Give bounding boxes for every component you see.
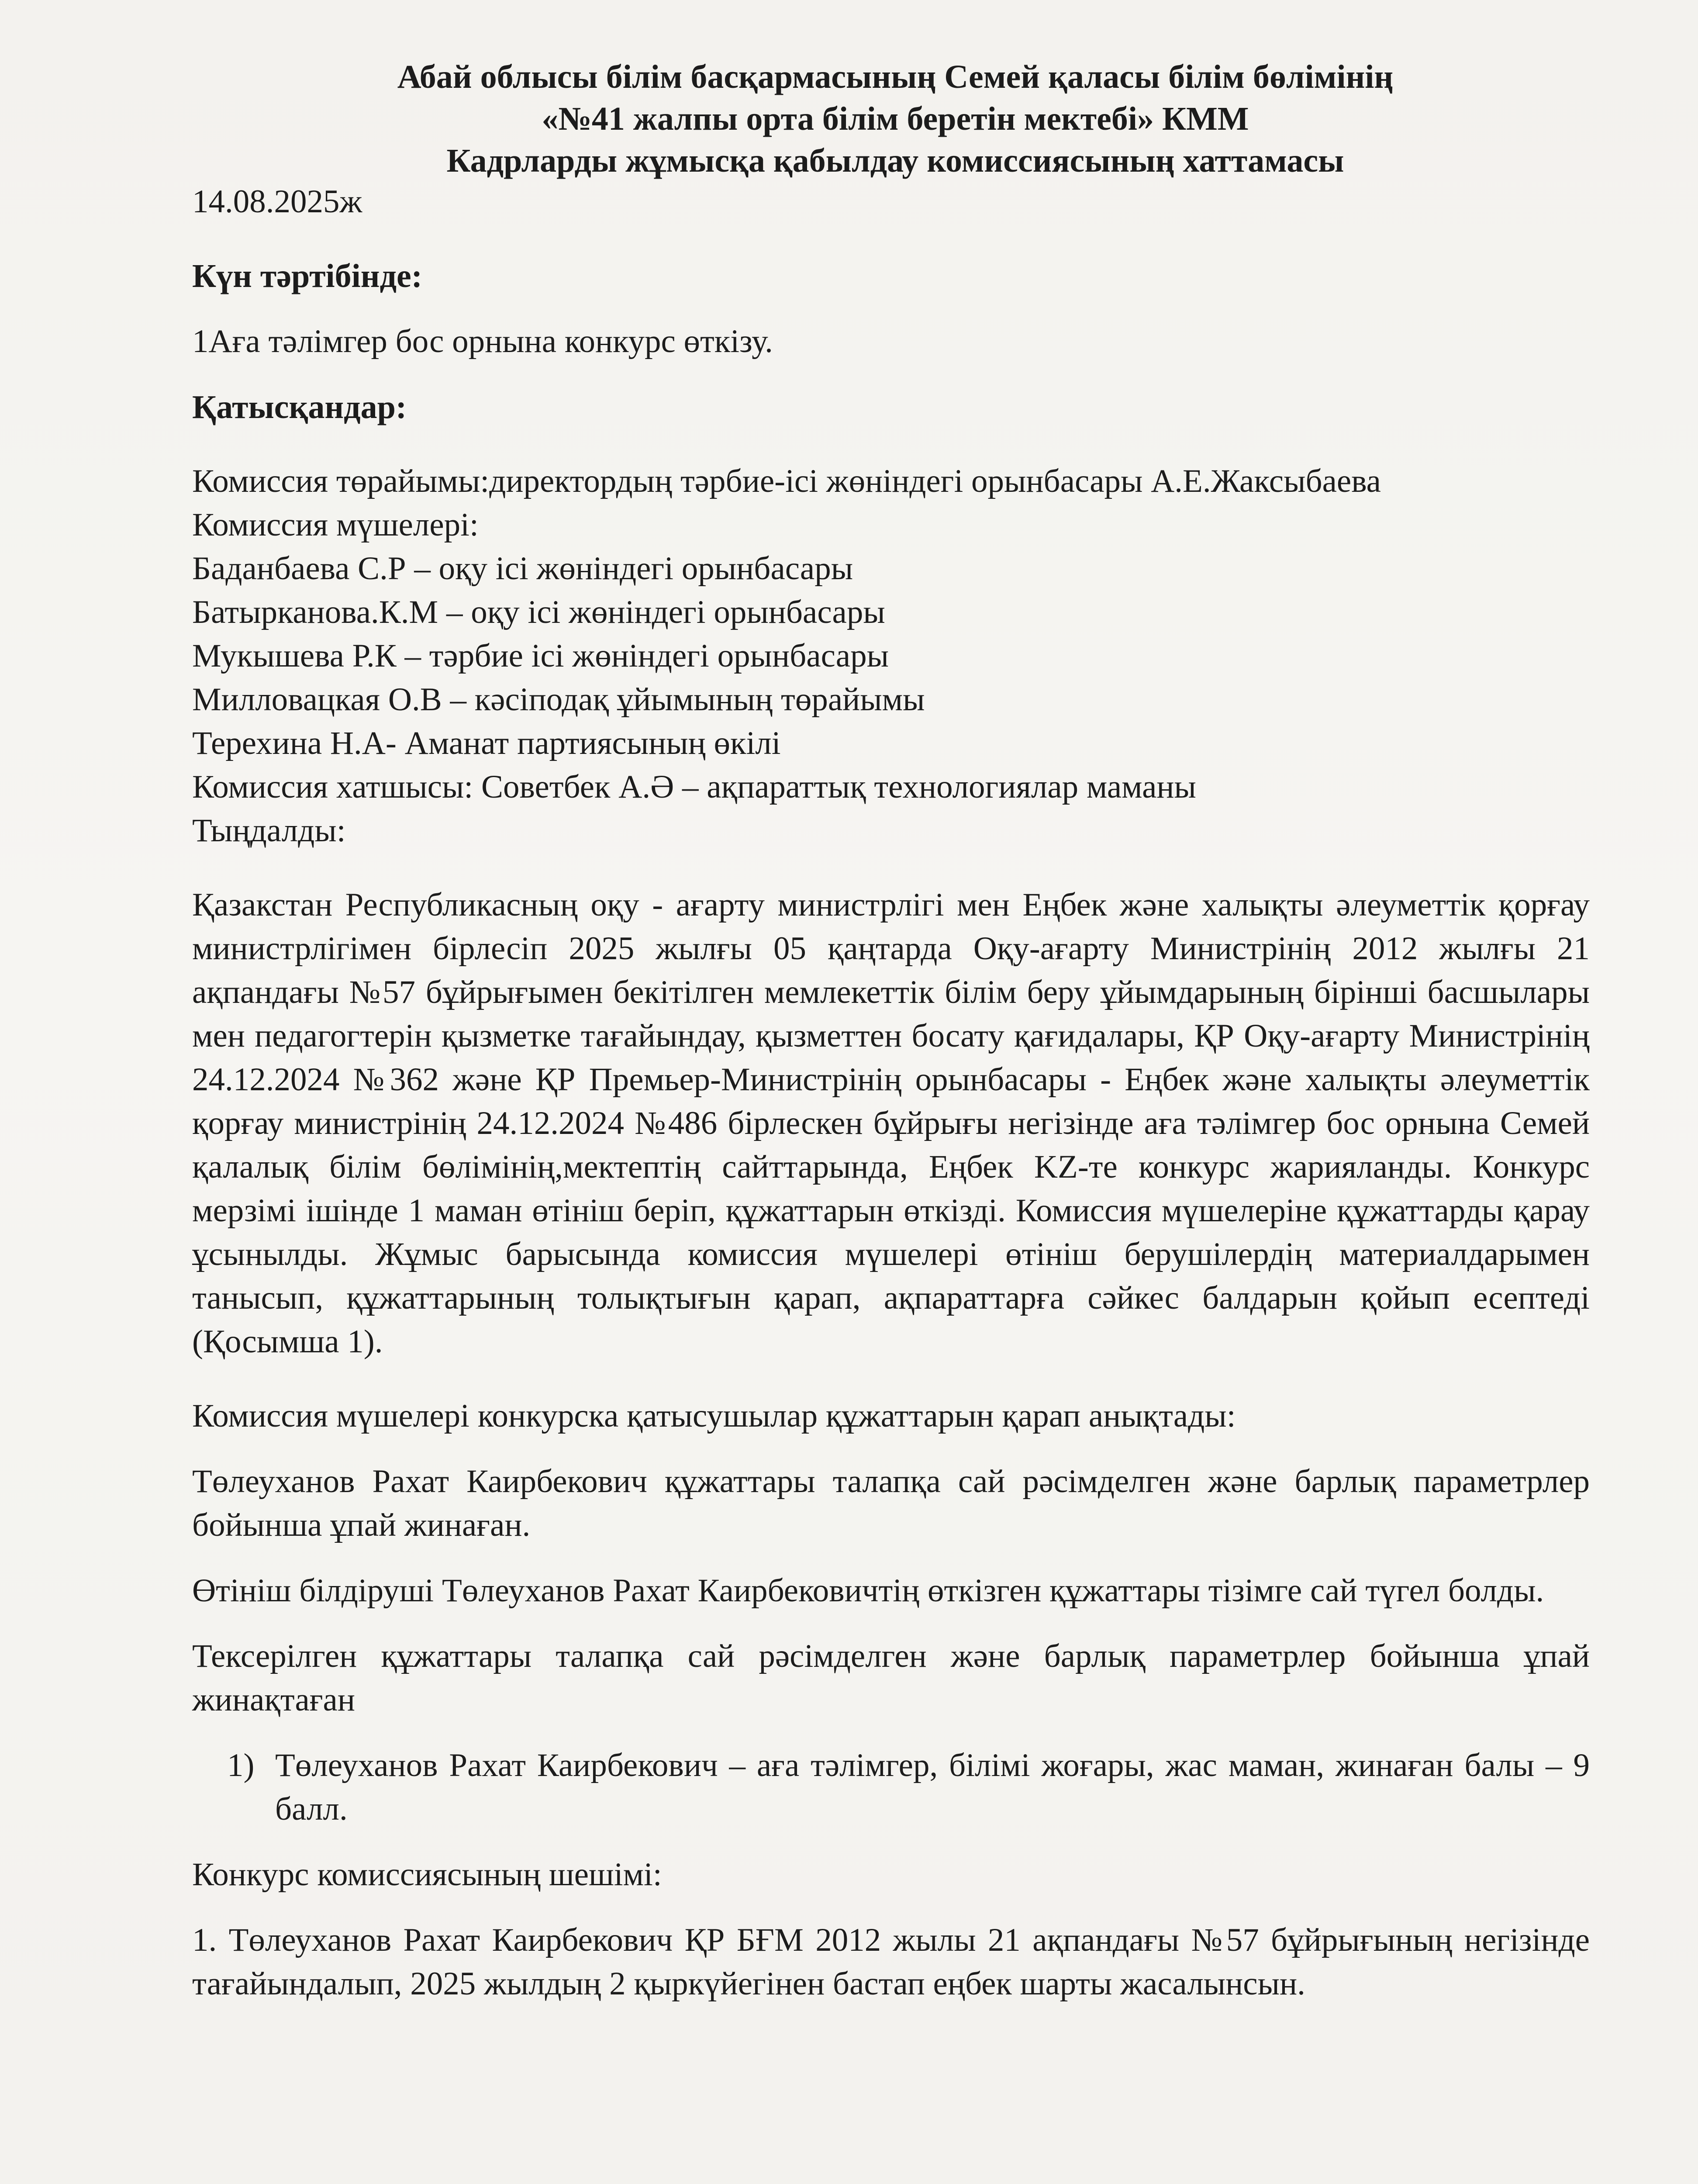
header-line-3: Кадрларды жұмысқа қабылдау комиссиясының хаттамасы <box>446 142 1344 179</box>
participants-title: Қатысқандар: <box>192 389 407 425</box>
protocol-date: 14.08.2025ж <box>192 183 362 220</box>
member-baddanbaeva: Баданбаева С.Р – оқу ісі жөніндегі орынбасары <box>192 550 853 587</box>
verified-documents-paragraph: Тексерілген құжаттары талапқа сай рәсімделген және барлық параметрлер бойынша ұпай жинақтаған <box>192 1638 1590 1718</box>
document-header <box>201 56 1590 182</box>
applicant-paragraph: Өтініш білдіруші Төлеуханов Рахат Каирбековичтің өткізген құжаттары тізімге сай түгел болды. <box>192 1572 1544 1609</box>
main-paragraph: Қазакстан Республикасның оқу - ағарту министрлігі мен Еңбек және халықты әлеуметтік қорғау министрлігімен бірлесіп 2025 жылғы 05 қаңтарда Оқу-ағарту Министрінің 2012 жылғы 21 ақпандағы №57 бұйрығымен бекітілген мемлекеттік білім беру ұйымдарының бірінші басшылары мен педагогтерін қызметке тағайындау, қызметтен босату қағидалары, ҚР Оқу-ағарту Министрінің 24.12.2024 №362 және ҚР Премьер-Министрінің орынбасары - Еңбек және халықты әлеуметтік қорғау министрінің 24.12.2024 №486 бірлескен бұйрығы негізінде аға тәлімгер бос орнына Семей қалалық білім бөлімінің,мектептің сайттарында, Еңбек KZ-те конкурс жарияланды. Конкурс мерзімі ішінде 1 маман өтініш беріп, құжаттарын өткізді. Комиссия мүшелеріне құжаттарды қарау ұсынылды. Жұмыс барысында комиссия мүшелері өтініш берушілердің материалдарымен танысып, құжаттарының толықтығын қарап, ақпараттарға сәйкес балдарын қойып есептеді (Қосымша 1). <box>192 887 1590 1360</box>
member-millovatskaya: Милловацкая О.В – кәсіподақ ұйымының төрайымы <box>192 681 925 718</box>
decision-title: Конкурс комиссиясының шешімі: <box>192 1856 662 1893</box>
commission-members-label: Комиссия мүшелері: <box>192 507 479 543</box>
decision-text: 1. Төлеуханов Рахат Каирбекович ҚР БҒМ 2012 жылы 21 ақпандағы №57 бұйрығының негізінде тағайындалып, 2025 жылдың 2 қыркүйегінен бастап еңбек шарты жасалынсын. <box>192 1922 1590 2002</box>
header-line-2: «№41 жалпы орта білім беретін мектебі» КММ <box>542 100 1249 137</box>
member-terekhina: Терехина Н.А- Аманат партиясының өкілі <box>192 725 781 761</box>
candidate-documents-paragraph: Төлеуханов Рахат Каирбекович құжаттары талапқа сай рәсімделген және барлық параметрлер бойынша ұпай жинаған. <box>192 1463 1590 1543</box>
member-mukysheva: Мукышева Р.К – тәрбие ісі жөніндегі орынбасары <box>192 638 889 674</box>
protocol-document <box>192 56 1590 2006</box>
agenda-title: Күн тәртібінде: <box>192 258 423 294</box>
agenda-item: 1Аға тәлімгер бос орнына конкурс өткізу. <box>192 323 773 359</box>
list-item-text: Төлеуханов Рахат Каирбекович – аға тәлімгер, білімі жоғары, жас маман, жинаған балы – 9 балл. <box>275 1747 1590 1827</box>
candidate-list-item <box>227 1744 1590 1831</box>
commission-chair: Комиссия төрайымы:директордың тәрбие-ісі жөніндегі орынбасары А.Е.Жаксыбаева <box>192 463 1381 499</box>
list-item-number: 1) <box>227 1747 255 1783</box>
participants-list <box>192 460 1590 853</box>
header-line-1: Абай облысы білім басқармасының Семей қаласы білім бөлімінің <box>397 59 1394 95</box>
member-batyrkanova: Батырканова.К.М – оқу ісі жөніндегі орынбасары <box>192 594 885 630</box>
heard-label: Тыңдалды: <box>192 812 346 849</box>
determination-paragraph: Комиссия мүшелері конкурска қатысушылар құжаттарын қарап анықтады: <box>192 1398 1236 1434</box>
commission-secretary: Комиссия хатшысы: Советбек А.Ә – ақпараттық технологиялар маманы <box>192 769 1196 805</box>
